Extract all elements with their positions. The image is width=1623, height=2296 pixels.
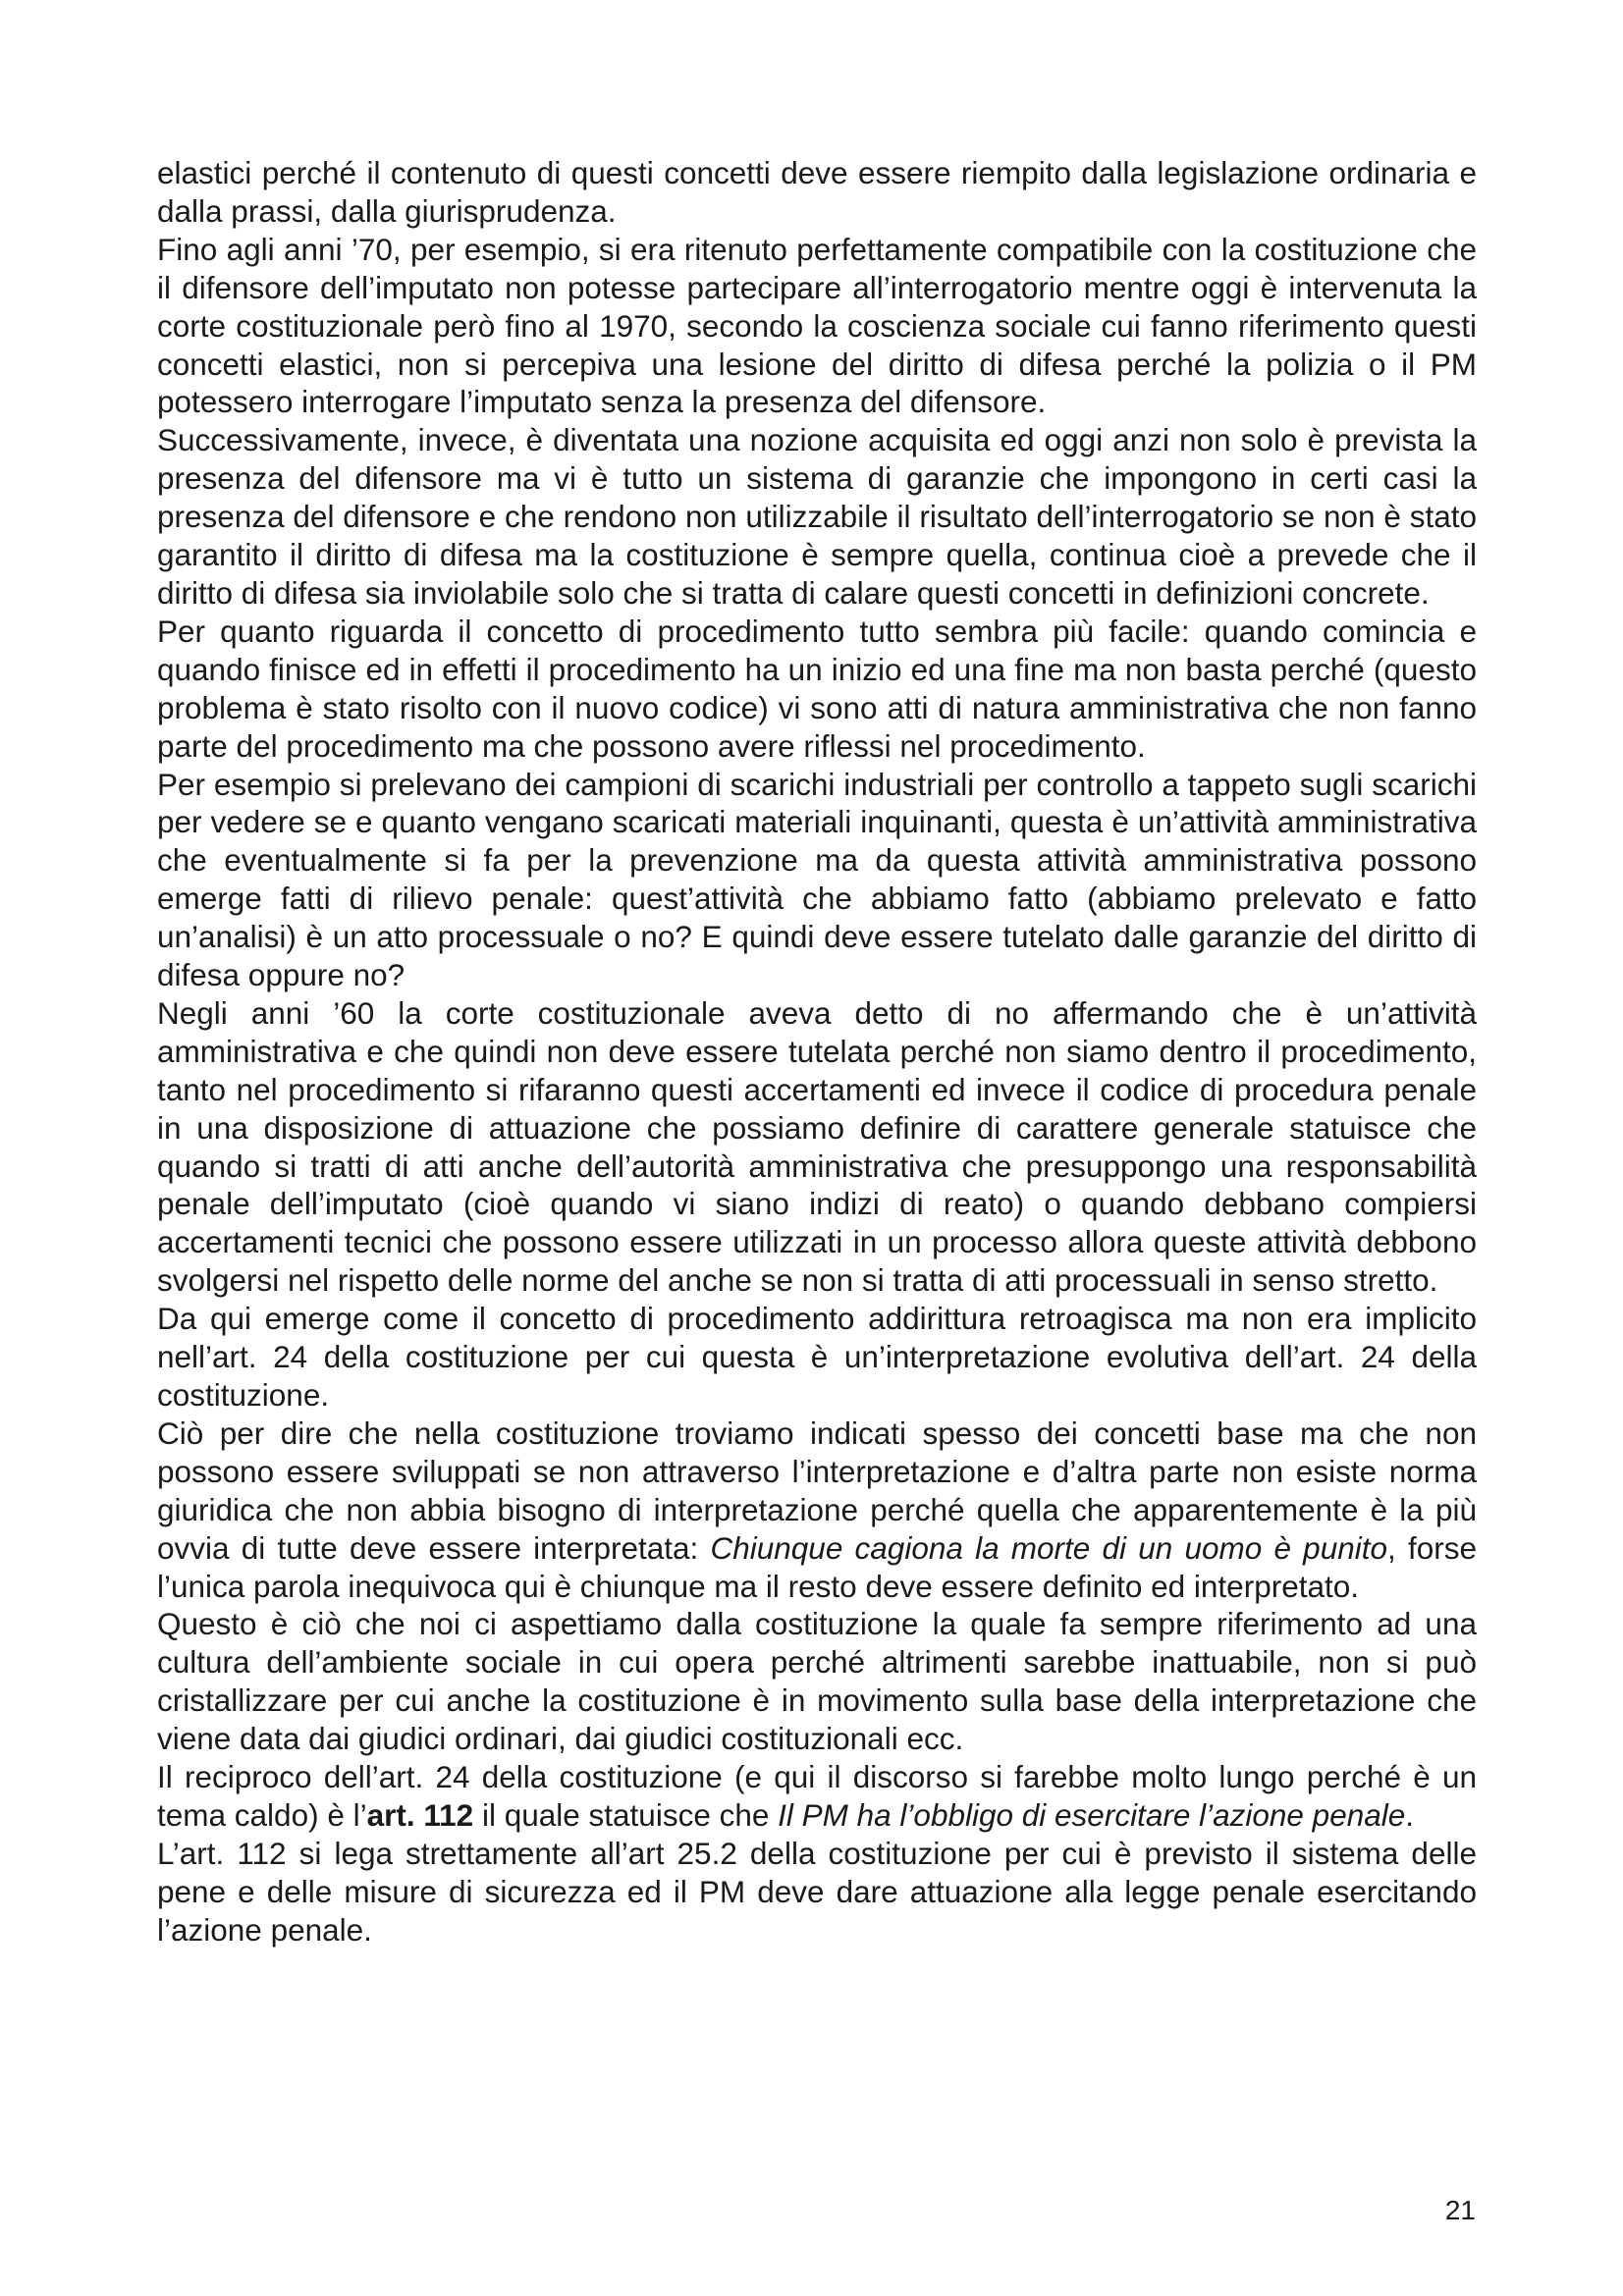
text-run: L’art. 112 si lega strettamente all’art 25.2 della costituzione per cui è previsto il sistema delle pene e delle misure di sicurezza ed il PM deve dare attuazione alla legge penale esercitando l’azione penale. (157, 1835, 1477, 1948)
bold-text: art. 112 (366, 1796, 474, 1833)
paragraph (157, 1605, 1477, 1758)
paragraph (157, 421, 1477, 613)
text-run: Il reciproco dell’art. 24 della costituzione (e qui il discorso si farebbe molto lungo perché è un tema caldo) è l’ (157, 1759, 1477, 1833)
document-body (157, 154, 1477, 1949)
paragraph (157, 1835, 1477, 1949)
paragraph (157, 1415, 1477, 1606)
text-run: elastici perché il contenuto di questi concetti deve essere riempito dalla legislazione ordinaria e dalla prassi, dalla giurisprudenza. (157, 155, 1477, 229)
text-run: il quale statuisce che (473, 1796, 779, 1833)
text-run: Fino agli anni ’70, per esempio, si era ritenuto perfettamente compatibile con la costituzione che il difensore dell’imputato non potesse partecipare all’interrogatorio mentre oggi è intervenuta la corte costituzionale però fino al 1970, secondo la coscienza sociale cui fanno riferimento questi concetti elastici, non si percepiva una lesione del diritto di difesa perché la polizia o il PM potessero interrogare l’imputato senza la presenza del difensore. (157, 231, 1477, 420)
text-run: Da qui emerge come il concetto di procedimento addirittura retroagisca ma non era implicito nell’art. 24 della costituzione per cui questa è un’interpretazione evolutiva dell’art. 24 della costituzione. (157, 1301, 1477, 1413)
text-run: Per esempio si prelevano dei campioni di scarichi industriali per controllo a tappeto sugli scarichi per vedere se e quanto vengano scaricati materiali inquinanti, questa è un’attività amministrativa che eventualmente si fa per la prevenzione ma da questa attività amministrativa possono emerge fatti di rilievo penale: quest’attività che abbiamo fatto (abbiamo prelevato e fatto un’analisi) è un atto processuale o no? E quindi deve essere tutelato dalle garanzie del diritto di difesa oppure no? (157, 766, 1477, 993)
text-run: Ciò per dire che nella costituzione troviamo indicati spesso dei concetti base ma che non possono essere sviluppati se non attraverso l’interpretazione e d’altra parte non esiste norma giuridica che non abbia bisogno di interpretazione perché quella che apparentemente è la più ovvia di tutte deve essere interpretata: (157, 1415, 1477, 1566)
paragraph (157, 231, 1477, 422)
page-number: 21 (1444, 2195, 1476, 2225)
paragraph (157, 766, 1477, 994)
text-run: , forse l’unica parola inequivoca qui è chiunque ma il resto deve essere definito ed interpretato. (157, 1529, 1477, 1604)
paragraph (157, 994, 1477, 1300)
paragraph (157, 613, 1477, 766)
text-run: Per quanto riguarda il concetto di procedimento tutto sembra più facile: quando comincia e quando finisce ed in effetti il procedimento ha un inizio ed una fine ma non basta perché (questo problema è stato risolto con il nuovo codice) vi sono atti di natura amministrativa che non fanno parte del procedimento ma che possono avere riflessi nel procedimento. (157, 613, 1477, 764)
paragraph (157, 154, 1477, 231)
text-run: Successivamente, invece, è diventata una nozione acquisita ed oggi anzi non solo è prevista la presenza del difensore ma vi è tutto un sistema di garanzie che impongono in certi casi la presenza del difensore e che rendono non utilizzabile il risultato dell’interrogatorio se non è stato garantito il diritto di difesa ma la costituzione è sempre quella, continua cioè a prevede che il diritto di difesa sia inviolabile solo che si tratta di calare questi concetti in definizioni concrete. (157, 422, 1477, 611)
italic-text: Chiunque cagiona la morte di un uomo è punito (710, 1529, 1387, 1566)
text-run: Questo è ciò che noi ci aspettiamo dalla costituzione la quale fa sempre riferimento ad una cultura dell’ambiente sociale in cui opera perché altrimenti sarebbe inattuabile, non si può cristallizzare per cui anche la costituzione è in movimento sulla base della interpretazione che viene data dai giudici ordinari, dai giudici costituzionali ecc. (157, 1606, 1477, 1757)
paragraph (157, 1758, 1477, 1835)
text-run: Negli anni ’60 la corte costituzionale aveva detto di no affermando che è un’attività amministrativa e che quindi non deve essere tutelata perché non siamo dentro il procedimento, tanto nel procedimento si rifaranno questi accertamenti ed invece il codice di procedura penale in una disposizione di attuazione che possiamo definire di carattere generale statuisce che quando si tratti di atti anche dell’autorità amministrativa che presuppongo una responsabilità penale dell’imputato (cioè quando vi siano indizi di reato) o quando debbano compiersi accertamenti tecnici che possono essere utilizzati in un processo allora queste attività debbono svolgersi nel rispetto delle norme del anche se non si tratta di atti processuali in senso stretto. (157, 994, 1477, 1299)
paragraph (157, 1300, 1477, 1415)
italic-text: Il PM ha l’obbligo di esercitare l’azione penale (778, 1796, 1406, 1833)
text-run: . (1405, 1796, 1415, 1833)
